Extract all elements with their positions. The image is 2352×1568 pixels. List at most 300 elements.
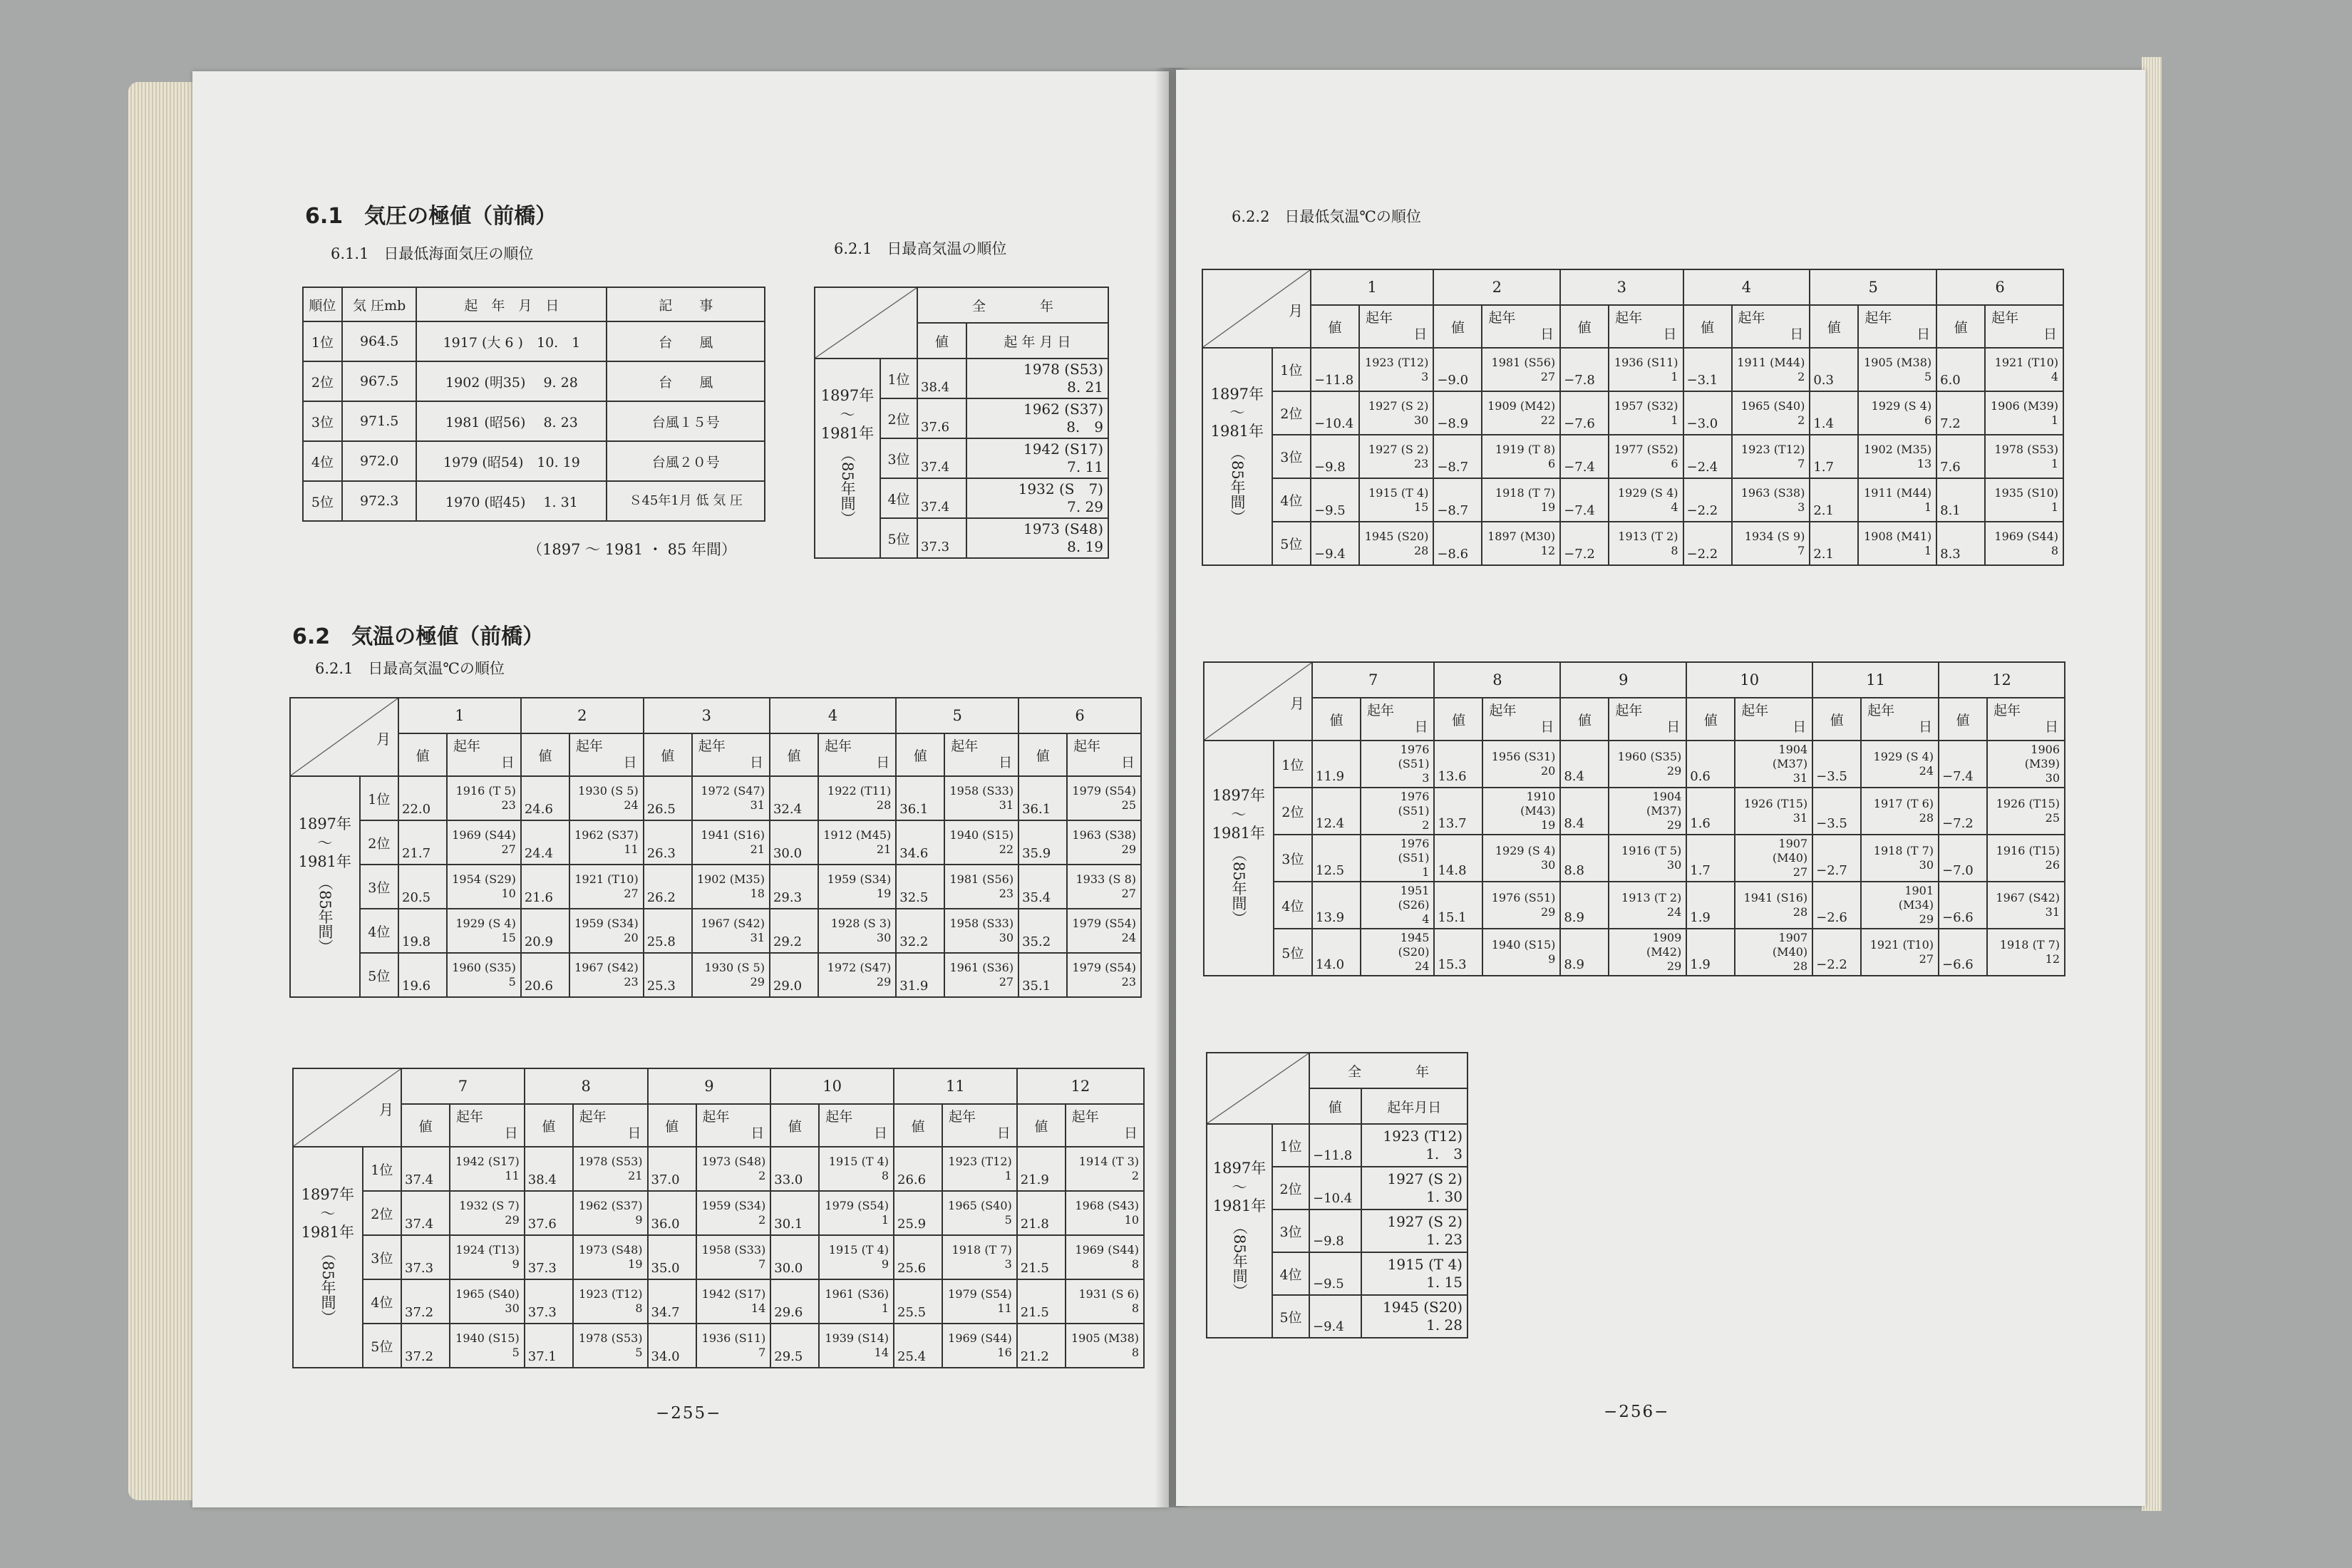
cell-value: −2.6 xyxy=(1812,882,1861,929)
annual-value: 37.6 xyxy=(917,398,966,438)
cell-value: 29.6 xyxy=(770,1279,819,1324)
cell-day: 6 xyxy=(1924,413,1932,427)
header-year: 起年 xyxy=(1615,310,1643,326)
header-year: 起年 xyxy=(1489,703,1517,719)
period-line: （85年間） xyxy=(319,1246,336,1325)
pressure-cell: 1917 (大 6 ) 10. 1 xyxy=(416,321,607,361)
month-header: 8 xyxy=(525,1068,648,1104)
annual-year: 1945 (S20) xyxy=(1382,1299,1463,1316)
cell-value: −6.6 xyxy=(1939,929,1987,976)
cell-year: 1918 (T 7) xyxy=(1999,938,2060,951)
header-year-day xyxy=(1985,305,2063,348)
cell-date xyxy=(942,1235,1017,1279)
cell-value: 37.3 xyxy=(525,1279,573,1324)
period-line: 1981年 xyxy=(298,852,352,870)
cell-day: 1 xyxy=(1671,369,1678,383)
cell-date xyxy=(450,1147,525,1191)
cell-value: 21.5 xyxy=(1017,1235,1066,1279)
cell-date xyxy=(1066,1324,1144,1368)
header-value: 値 xyxy=(648,1104,696,1147)
cell-year: 1911 (M44) xyxy=(1864,485,1932,500)
cell-value: 1.9 xyxy=(1686,929,1735,976)
cell-date xyxy=(1609,741,1686,788)
cell-year: 1904 (M37) xyxy=(1646,790,1682,817)
cell-date xyxy=(1985,478,2063,522)
header-day: 日 xyxy=(2044,719,2058,735)
month-header: 6 xyxy=(1018,698,1141,733)
cell-value: 2.1 xyxy=(1810,522,1858,565)
cell-day: 1 xyxy=(881,1301,889,1315)
cell-value: −8.7 xyxy=(1433,435,1482,478)
month-header: 11 xyxy=(1812,662,1939,698)
cell-year: 1968 (S43) xyxy=(1075,1199,1139,1212)
cell-date xyxy=(1482,435,1560,478)
header-year: 起年 xyxy=(824,738,852,755)
cell-year: 1979 (S54) xyxy=(1072,961,1136,974)
period-line: 1897年 xyxy=(1210,385,1264,403)
cell-value: 1.6 xyxy=(1686,788,1735,835)
pressure-table xyxy=(302,287,765,522)
month-header: 2 xyxy=(521,698,644,733)
cell-year: 1918 (T 7) xyxy=(951,1243,1012,1257)
header-value: 値 xyxy=(521,733,569,776)
cell-date xyxy=(450,1235,525,1279)
cell-value: 24.6 xyxy=(521,776,569,820)
cell-year: 1902 (M35) xyxy=(1864,442,1932,456)
rank-cell: 4位 xyxy=(1272,478,1311,522)
cell-year: 1977 (S52) xyxy=(1614,442,1678,456)
header-year-day xyxy=(942,1104,1017,1147)
annual-day: 1. 15 xyxy=(1426,1274,1463,1291)
pressure-period-note: （1897 〜 1981 ・ 85 年間） xyxy=(527,541,736,558)
annual-date xyxy=(966,518,1108,558)
annual-date xyxy=(1361,1252,1468,1295)
cell-year: 1939 (S14) xyxy=(825,1331,889,1345)
cell-value: 37.3 xyxy=(401,1235,450,1279)
annual-day: 1. 23 xyxy=(1426,1231,1463,1248)
pressure-cell: 1981 (昭56) 8. 23 xyxy=(416,401,607,441)
cell-day: 5 xyxy=(1004,1213,1012,1227)
cell-date xyxy=(1359,348,1433,391)
annual-year: 1927 (S 2) xyxy=(1387,1213,1463,1230)
month-header: 1 xyxy=(398,698,521,733)
monthly-min-table-jul-dec xyxy=(1203,661,2065,976)
cell-year: 1967 (S42) xyxy=(1996,891,2060,904)
cell-value: 29.5 xyxy=(770,1324,819,1368)
header-value: 値 xyxy=(1311,305,1359,348)
cell-date xyxy=(1609,882,1686,929)
cell-value: −6.6 xyxy=(1939,882,1987,929)
cell-day: 25 xyxy=(2045,811,2060,825)
cell-day: 5 xyxy=(512,1346,520,1359)
cell-value: 38.4 xyxy=(525,1147,573,1191)
header-year-day xyxy=(1609,305,1683,348)
annual-header-all: 全 年 xyxy=(1309,1053,1468,1088)
cell-year: 1907 (M40) xyxy=(1772,931,1808,959)
cell-date xyxy=(1066,1235,1144,1279)
cell-date xyxy=(1067,865,1141,909)
cell-year: 1942 (S17) xyxy=(455,1155,520,1168)
page-number-left: −255− xyxy=(656,1404,722,1423)
cell-year: 1921 (T10) xyxy=(574,872,639,886)
header-year: 起年 xyxy=(702,1109,730,1125)
cell-day: 8 xyxy=(1671,543,1678,557)
header-year-day xyxy=(1066,1104,1144,1147)
annual-year: 1932 (S 7) xyxy=(1018,480,1103,497)
page-number-right: −256− xyxy=(1604,1403,1670,1421)
cell-value: −2.7 xyxy=(1812,835,1861,882)
cell-day: 15 xyxy=(501,931,516,944)
cell-value: 15.3 xyxy=(1434,929,1482,976)
annual-date xyxy=(966,398,1108,438)
cell-value: 25.4 xyxy=(894,1324,942,1368)
cell-day: 29 xyxy=(505,1213,520,1227)
cell-day: 19 xyxy=(876,887,892,900)
cell-date xyxy=(450,1279,525,1324)
annual-day: 7. 11 xyxy=(1067,458,1103,475)
pressure-header-cell: 起 年 月 日 xyxy=(416,287,607,321)
rank-cell: 1位 xyxy=(1274,741,1312,788)
cell-value: −8.9 xyxy=(1433,391,1482,435)
cell-date xyxy=(942,1147,1017,1191)
cell-value: 14.8 xyxy=(1434,835,1482,882)
cell-year: 1969 (S44) xyxy=(452,828,516,842)
cell-value: 30.0 xyxy=(770,820,818,865)
cell-year: 1961 (S36) xyxy=(949,961,1014,974)
cell-date xyxy=(447,820,521,865)
header-value: 値 xyxy=(525,1104,573,1147)
rank-cell: 4位 xyxy=(363,1279,401,1324)
cell-day: 30 xyxy=(505,1301,520,1315)
cell-value: −10.4 xyxy=(1311,391,1359,435)
pressure-header-cell: 気 圧mb xyxy=(342,287,417,321)
cell-day: 27 xyxy=(999,975,1014,989)
cell-day: 5 xyxy=(1924,369,1932,383)
cell-year: 1928 (S 3) xyxy=(830,917,892,930)
cell-date xyxy=(1482,882,1560,929)
header-day: 日 xyxy=(1919,719,1933,735)
cell-day: 1 xyxy=(1924,500,1932,514)
cell-value: 1.9 xyxy=(1686,882,1735,929)
cell-year: 1972 (S47) xyxy=(827,961,892,974)
cell-value: 25.8 xyxy=(644,909,692,953)
cell-value: 32.2 xyxy=(896,909,944,953)
cell-value: −2.2 xyxy=(1683,522,1732,565)
cell-year: 1942 (S17) xyxy=(701,1287,766,1301)
cell-day: 5 xyxy=(635,1346,643,1359)
cell-day: 31 xyxy=(1793,811,1808,825)
cell-year: 1934 (S 9) xyxy=(1744,529,1805,543)
corner-diagonal-cell xyxy=(290,698,398,776)
header-day: 日 xyxy=(1666,719,1681,735)
header-value: 値 xyxy=(1560,698,1609,741)
rank-cell: 3位 xyxy=(1272,435,1311,478)
period-line: 1897年 xyxy=(1212,1160,1267,1177)
cell-date xyxy=(447,865,521,909)
corner-diagonal-cell xyxy=(1207,1053,1309,1124)
cell-day: 8 xyxy=(2051,543,2058,557)
subheading-6-1-1: 6.1.1 日最低海面気圧の順位 xyxy=(331,245,534,262)
header-value: 値 xyxy=(1017,1104,1066,1147)
cell-value: 21.2 xyxy=(1017,1324,1066,1368)
annual-year: 1973 (S48) xyxy=(1023,520,1103,537)
cell-value: 13.6 xyxy=(1434,741,1482,788)
cell-year: 1906 (M39) xyxy=(2024,743,2060,770)
cell-day: 19 xyxy=(1541,818,1556,832)
cell-day: 29 xyxy=(1541,905,1556,919)
pressure-cell: 3位 xyxy=(303,401,342,441)
header-value: 値 xyxy=(770,733,818,776)
cell-year: 1927 (S 2) xyxy=(1368,442,1429,456)
cell-day: 26 xyxy=(2045,858,2060,872)
pressure-cell: 2位 xyxy=(303,361,342,401)
cell-value: 29.2 xyxy=(770,909,818,953)
header-year-day xyxy=(1732,305,1810,348)
header-year-day xyxy=(1482,698,1560,741)
annual-value: −9.5 xyxy=(1309,1252,1361,1295)
cell-day: 30 xyxy=(2045,771,2060,785)
cell-date xyxy=(818,820,896,865)
cell-date xyxy=(573,1147,648,1191)
cell-year: 1936 (S11) xyxy=(701,1331,766,1345)
cell-date xyxy=(1066,1191,1144,1235)
month-header: 9 xyxy=(648,1068,771,1104)
period-line: 〜 xyxy=(317,834,333,852)
pressure-header-cell: 記 事 xyxy=(607,287,765,321)
cell-day: 24 xyxy=(1919,764,1934,778)
header-year-day xyxy=(1067,733,1141,776)
cell-year: 1961 (S36) xyxy=(825,1287,889,1301)
annual-year: 1978 (S53) xyxy=(1023,361,1103,378)
cell-year: 1973 (S48) xyxy=(701,1155,766,1168)
header-value: 値 xyxy=(1936,305,1985,348)
cell-year: 1956 (S31) xyxy=(1491,750,1556,763)
cell-year: 1919 (T 8) xyxy=(1495,442,1556,456)
cell-year: 1951 (S26) xyxy=(1398,884,1430,912)
cell-value: 8.9 xyxy=(1560,882,1609,929)
cell-year: 1916 (T 5) xyxy=(455,784,516,798)
cell-year: 1909 (M42) xyxy=(1646,931,1682,959)
header-value: 値 xyxy=(1812,698,1861,741)
cell-day: 25 xyxy=(1121,798,1136,812)
period-line: 1981年 xyxy=(1210,423,1264,440)
period-cell xyxy=(1207,1124,1272,1338)
cell-day: 1 xyxy=(2051,413,2058,427)
cell-date xyxy=(1609,835,1686,882)
cell-date xyxy=(1482,929,1560,976)
rank-cell: 4位 xyxy=(880,478,917,518)
cell-value: 36.0 xyxy=(648,1191,696,1235)
cell-date xyxy=(1066,1147,1144,1191)
period-cell xyxy=(290,776,360,997)
cell-day: 14 xyxy=(751,1301,766,1315)
cell-year: 1905 (M38) xyxy=(1864,355,1932,369)
cell-day: 19 xyxy=(628,1257,643,1271)
header-value: 値 xyxy=(1810,305,1858,348)
cell-year: 1959 (S34) xyxy=(827,872,892,886)
period-line: 1981年 xyxy=(820,424,875,442)
cell-day: 31 xyxy=(999,798,1014,812)
cell-date xyxy=(1361,788,1434,835)
cell-year: 1907 (M40) xyxy=(1772,837,1808,865)
month-header: 7 xyxy=(401,1068,525,1104)
header-date: 起 年 月 日 xyxy=(966,323,1108,359)
cell-date xyxy=(1482,835,1560,882)
cell-value: 8.9 xyxy=(1560,929,1609,976)
corner-diagonal-cell xyxy=(293,1068,401,1147)
cell-value: 19.6 xyxy=(398,953,447,997)
cell-date xyxy=(1732,435,1810,478)
cell-date xyxy=(573,1279,648,1324)
annual-date xyxy=(966,359,1108,398)
header-day: 日 xyxy=(1123,1125,1138,1141)
cell-value: 32.5 xyxy=(896,865,944,909)
rank-cell: 2位 xyxy=(1274,788,1312,835)
cell-day: 28 xyxy=(1919,811,1934,825)
cell-date xyxy=(447,909,521,953)
cell-date xyxy=(1609,478,1683,522)
rank-cell: 5位 xyxy=(880,518,917,558)
cell-year: 1927 (S 2) xyxy=(1368,398,1429,413)
period-line: 〜 xyxy=(840,406,855,423)
cell-day: 21 xyxy=(876,842,892,856)
cell-year: 1915 (T 4) xyxy=(828,1243,889,1257)
header-day: 日 xyxy=(749,755,763,770)
cell-year: 1913 (T 2) xyxy=(1621,891,1682,904)
header-value: 値 xyxy=(1686,698,1735,741)
cell-date xyxy=(1987,882,2065,929)
cell-day: 27 xyxy=(1793,865,1808,879)
rank-cell: 3位 xyxy=(880,438,917,478)
cell-date xyxy=(819,1279,894,1324)
cell-value: 14.0 xyxy=(1312,929,1361,976)
annual-date xyxy=(1361,1124,1468,1167)
header-value: 値 xyxy=(1560,305,1609,348)
header-value: 値 xyxy=(1018,733,1067,776)
header-year: 起年 xyxy=(825,1109,853,1125)
cell-date xyxy=(1987,835,2065,882)
header-year: 起年 xyxy=(1993,703,2021,719)
cell-date xyxy=(1482,478,1560,522)
cell-day: 7 xyxy=(758,1257,766,1271)
cell-date xyxy=(1359,478,1433,522)
cell-year: 1963 (S38) xyxy=(1072,828,1136,842)
cell-day: 12 xyxy=(2045,952,2060,966)
cell-day: 19 xyxy=(1540,500,1556,514)
cell-value: −11.8 xyxy=(1311,348,1359,391)
cell-year: 1969 (S44) xyxy=(1075,1243,1139,1257)
cell-date xyxy=(1987,741,2065,788)
cell-date xyxy=(1735,788,1812,835)
period-line: （85年間） xyxy=(316,875,334,954)
corner-diagonal-cell xyxy=(1202,269,1311,348)
cell-year: 1929 (S 4) xyxy=(455,917,516,930)
header-year-day xyxy=(696,1104,771,1147)
cell-date xyxy=(573,1235,648,1279)
header-value: 値 xyxy=(1433,305,1482,348)
cell-year: 1976 (S51) xyxy=(1398,790,1430,817)
header-day: 日 xyxy=(873,1125,887,1141)
cell-year: 1901 (M34) xyxy=(1898,884,1934,912)
cell-value: 30.1 xyxy=(770,1191,819,1235)
cell-value: 35.2 xyxy=(1018,909,1067,953)
cell-year: 1918 (T 7) xyxy=(1495,485,1556,500)
cell-year: 1926 (T15) xyxy=(1996,797,2060,810)
cell-year: 1929 (S 4) xyxy=(1871,398,1932,413)
cell-value: 36.1 xyxy=(1018,776,1067,820)
cell-day: 29 xyxy=(1919,912,1934,926)
month-header: 6 xyxy=(1936,269,2063,305)
cell-year: 1978 (S53) xyxy=(578,1331,643,1345)
cell-day: 3 xyxy=(1004,1257,1012,1271)
rank-cell: 3位 xyxy=(1274,835,1312,882)
cell-day: 8 xyxy=(881,1169,889,1182)
cell-year: 1921 (T10) xyxy=(1869,938,1934,951)
annual-value: 37.4 xyxy=(917,438,966,478)
pressure-header-cell: 順位 xyxy=(303,287,342,321)
cell-day: 27 xyxy=(501,842,516,856)
cell-year: 1979 (S54) xyxy=(1072,784,1136,798)
cell-day: 8 xyxy=(635,1301,643,1315)
cell-day: 16 xyxy=(997,1346,1012,1359)
header-day: 日 xyxy=(1663,326,1677,342)
cell-value: 37.4 xyxy=(401,1147,450,1191)
cell-year: 1897 (M30) xyxy=(1487,529,1556,543)
cell-day: 31 xyxy=(750,931,765,944)
cell-date xyxy=(569,909,644,953)
header-year-day xyxy=(944,733,1018,776)
cell-day: 2 xyxy=(758,1169,766,1182)
cell-value: −2.2 xyxy=(1812,929,1861,976)
cell-day: 22 xyxy=(999,842,1014,856)
cell-value: 6.0 xyxy=(1936,348,1985,391)
period-cell xyxy=(1204,741,1274,976)
period-line: 〜 xyxy=(320,1205,336,1222)
month-label: 月 xyxy=(379,1100,393,1118)
subheading-6-2-1-monthly: 6.2.1 日最高気温℃の順位 xyxy=(315,660,505,677)
cell-day: 31 xyxy=(1793,771,1808,785)
cell-day: 9 xyxy=(512,1257,520,1271)
cell-day: 1 xyxy=(1924,543,1932,557)
cell-value: 37.2 xyxy=(401,1324,450,1368)
cell-value: 1.4 xyxy=(1810,391,1858,435)
cell-year: 1916 (T 5) xyxy=(1621,844,1682,857)
cell-date xyxy=(1482,741,1560,788)
cell-value: −7.8 xyxy=(1560,348,1609,391)
header-value: 値 xyxy=(1312,698,1361,741)
cell-value: 25.5 xyxy=(894,1279,942,1324)
header-year: 起年 xyxy=(575,738,603,755)
cell-value: 0.6 xyxy=(1686,741,1735,788)
period-line: 1981年 xyxy=(1212,824,1266,842)
pressure-cell: 971.5 xyxy=(342,401,417,441)
cell-value: 12.5 xyxy=(1312,835,1361,882)
cell-year: 1923 (T12) xyxy=(948,1155,1012,1168)
cell-value: 21.8 xyxy=(1017,1191,1066,1235)
rank-cell: 1位 xyxy=(363,1147,401,1191)
cell-year: 1941 (S16) xyxy=(701,828,765,842)
month-header: 8 xyxy=(1434,662,1560,698)
cell-day: 2 xyxy=(1797,413,1805,427)
cell-day: 1 xyxy=(2051,456,2058,470)
rank-cell: 1位 xyxy=(1272,1124,1309,1167)
header-day: 日 xyxy=(1414,719,1428,735)
rank-cell: 2位 xyxy=(880,398,917,438)
cell-day: 4 xyxy=(1671,500,1678,514)
cell-date xyxy=(1861,929,1939,976)
period-line: 1897年 xyxy=(820,387,875,405)
cell-date xyxy=(696,1191,771,1235)
